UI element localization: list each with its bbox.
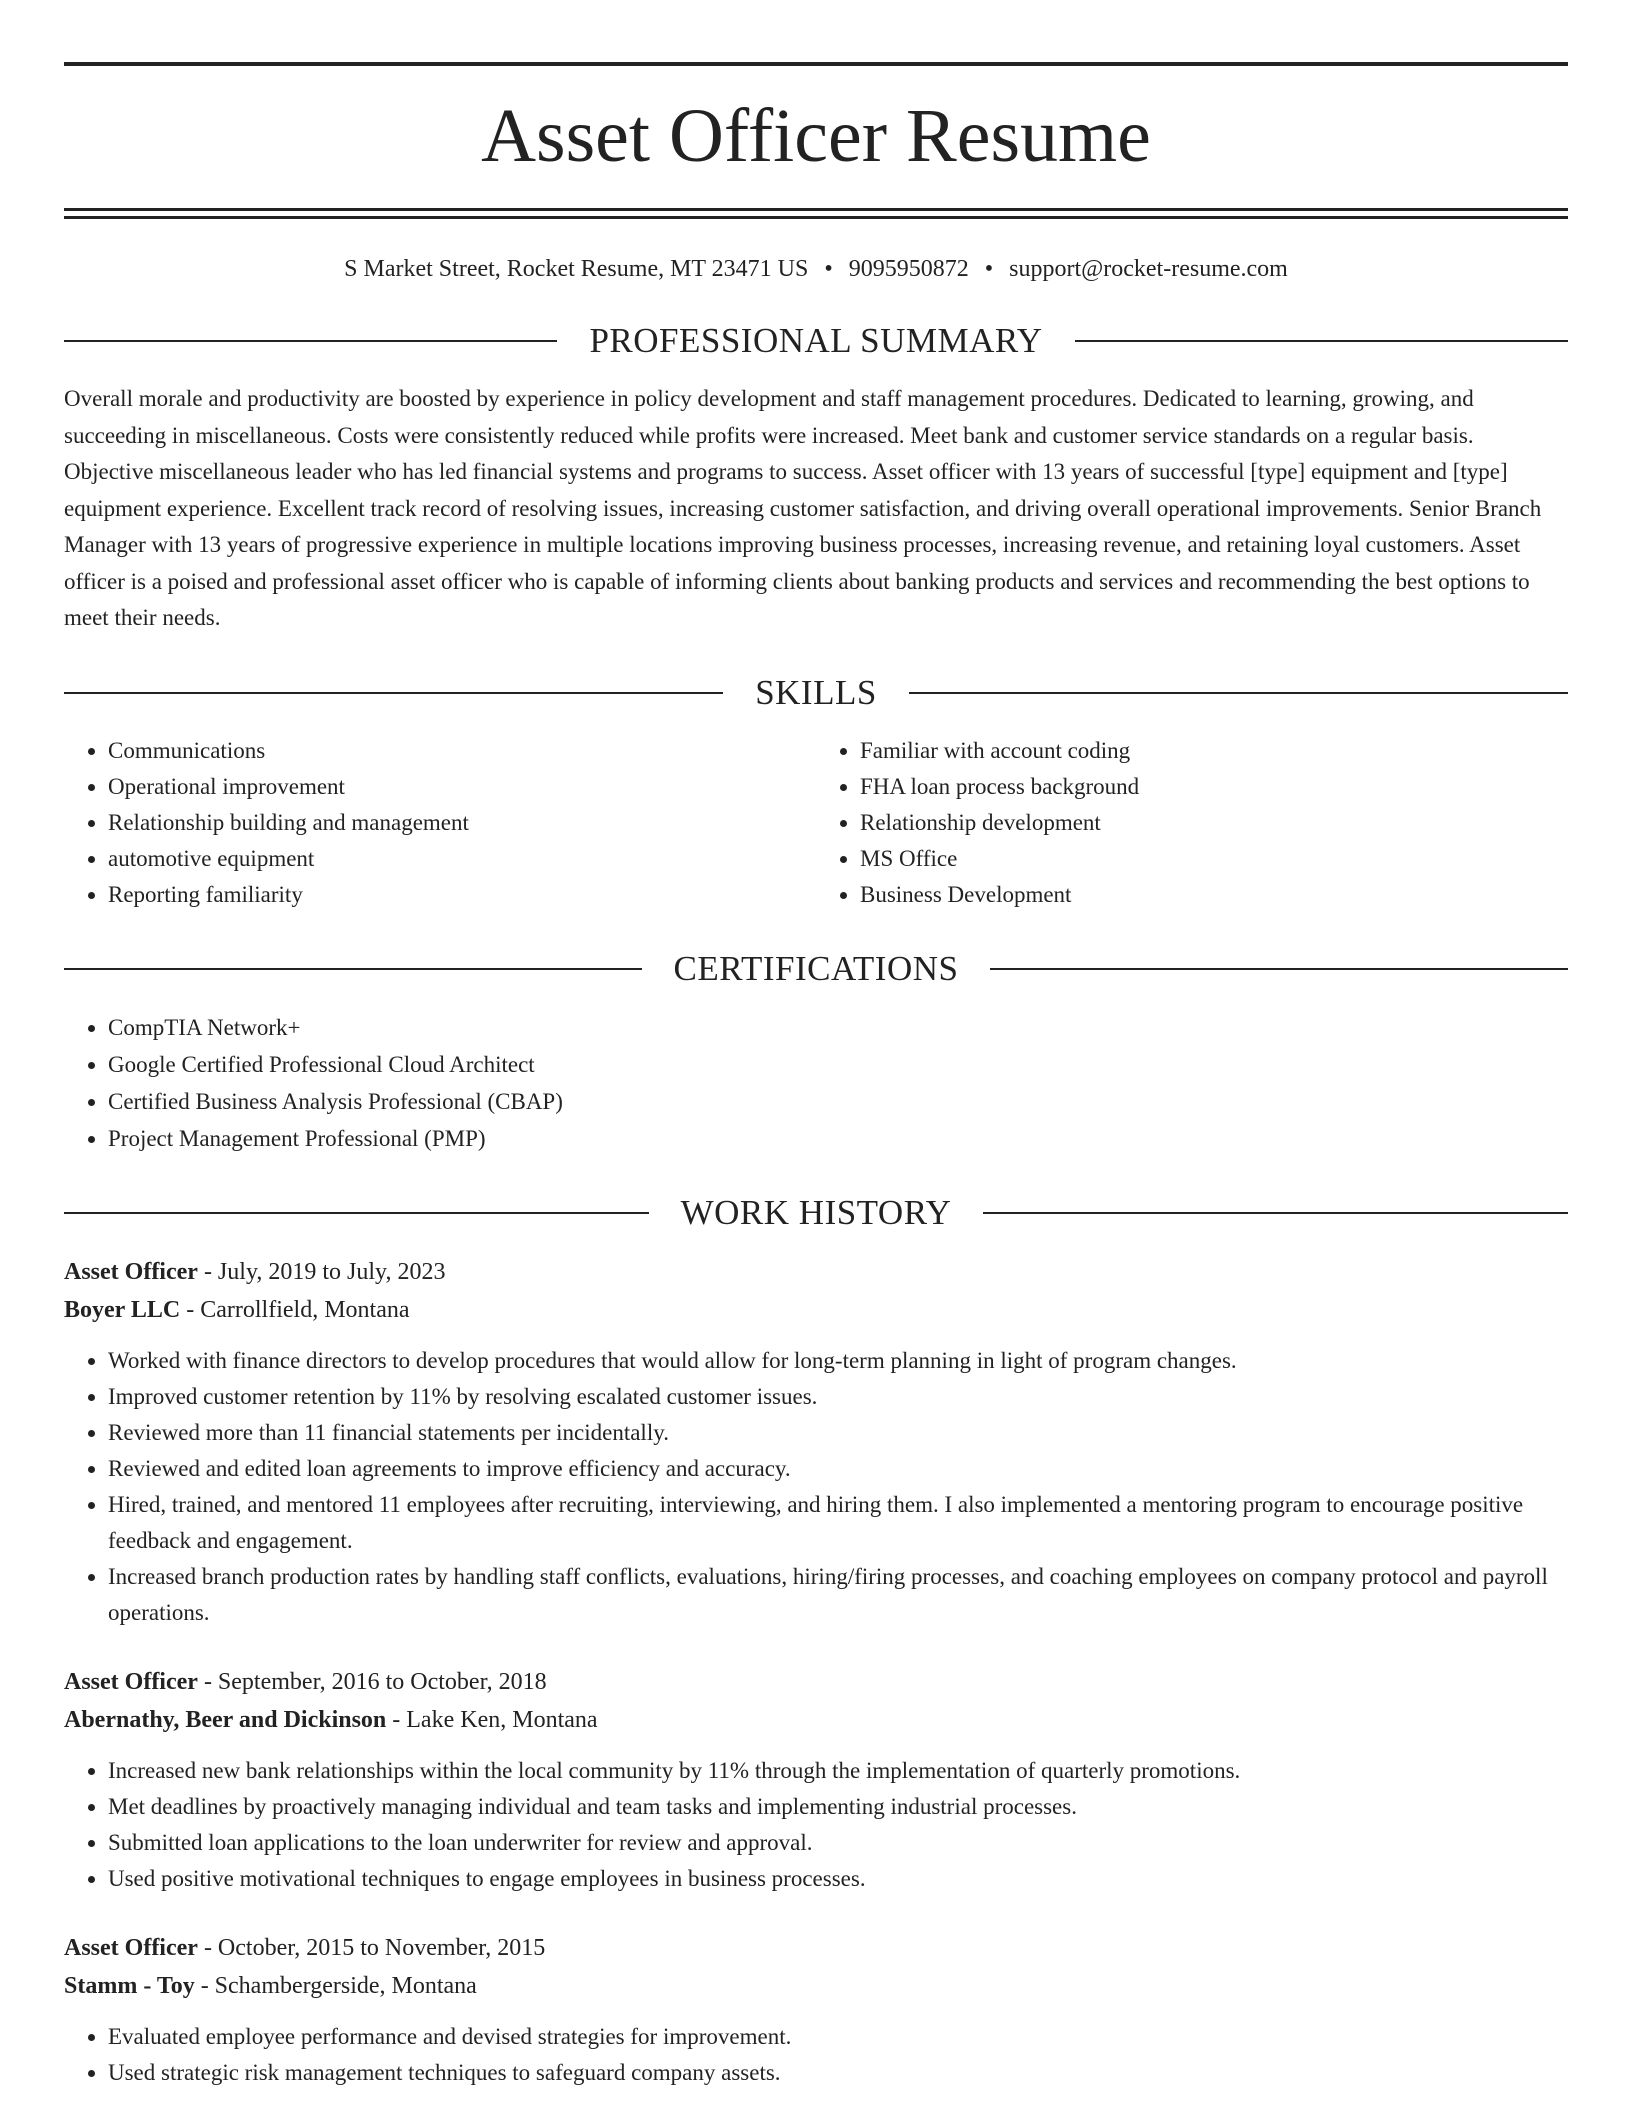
job-entry xyxy=(64,1253,1568,1631)
skill-item: • Relationship development xyxy=(860,805,1568,841)
job-bullet: • Improved customer retention by 11% by resolving escalated customer issues. xyxy=(108,1379,1568,1415)
job-dates: - September, 2016 to October, 2018 xyxy=(197,1668,547,1695)
skill-item: • FHA loan process background xyxy=(860,769,1568,805)
job-bullet: • Used positive motivational techniques to engage employees in business processes. xyxy=(108,1861,1568,1897)
divider-line xyxy=(1075,340,1568,342)
divider-line xyxy=(64,968,642,970)
summary-section-header xyxy=(64,319,1568,363)
certification-item: • Project Management Professional (PMP) xyxy=(108,1120,1568,1157)
job-bullet: • Used strategic risk management techniques to safeguard company assets. xyxy=(108,2055,1568,2091)
work-heading: WORK HISTORY xyxy=(680,1192,952,1232)
contact-separator: • xyxy=(824,256,833,282)
skill-item: • Familiar with account coding xyxy=(860,733,1568,769)
skill-item: • MS Office xyxy=(860,841,1568,877)
job-title: Asset Officer xyxy=(64,1668,198,1695)
job-title-line xyxy=(64,1253,1568,1291)
job-bullet: • Reviewed more than 11 financial statements per incidentally. xyxy=(108,1415,1568,1451)
job-bullet: • Hired, trained, and mentored 11 employees after recruiting, interviewing, and hiring them. I also implemented a mentoring program to encourage positive feedback and engagement. xyxy=(108,1487,1568,1559)
certifications-heading: CERTIFICATIONS xyxy=(673,948,959,988)
certification-item: • Google Certified Professional Cloud Architect xyxy=(108,1046,1568,1083)
job-bullet: • Increased branch production rates by handling staff conflicts, evaluations, hiring/firing processes, and coaching employees on company protocol and payroll operations. xyxy=(108,1559,1568,1631)
job-bullet: • Increased new bank relationships within the local community by 11% through the implementation of quarterly promotions. xyxy=(108,1753,1568,1789)
contact-phone: 9095950872 xyxy=(848,256,969,282)
job-title: Asset Officer xyxy=(64,1258,198,1285)
divider-line xyxy=(909,692,1568,694)
job-company: Stamm - Toy xyxy=(64,1972,195,1999)
job-bullet: • Submitted loan applications to the loan underwriter for review and approval. xyxy=(108,1825,1568,1861)
certifications-list xyxy=(64,1009,1568,1157)
skills-column-right xyxy=(816,733,1568,913)
contact-email: support@rocket-resume.com xyxy=(1009,256,1288,282)
certifications-section-header xyxy=(64,947,1568,991)
contact-line xyxy=(64,253,1568,285)
job-bullet: • Evaluated employee performance and devised strategies for improvement. xyxy=(108,2019,1568,2055)
page-title: Asset Officer Resume xyxy=(481,94,1151,178)
job-dates: - October, 2015 to November, 2015 xyxy=(197,1934,546,1961)
work-section-header xyxy=(64,1191,1568,1235)
divider-line xyxy=(983,1212,1568,1214)
divider-line xyxy=(64,1212,649,1214)
job-bullet: • Worked with finance directors to develop procedures that would allow for long-term planning in light of program changes. xyxy=(108,1343,1568,1379)
job-bullets xyxy=(64,1753,1568,1897)
job-entry xyxy=(64,1929,1568,2091)
job-dates: - July, 2019 to July, 2023 xyxy=(197,1258,446,1285)
skills-list xyxy=(64,733,1568,913)
job-bullet: • Reviewed and edited loan agreements to improve efficiency and accuracy. xyxy=(108,1451,1568,1487)
certification-item: • CompTIA Network+ xyxy=(108,1009,1568,1046)
title-double-rule xyxy=(64,208,1568,219)
skills-column-left xyxy=(64,733,816,913)
skill-item: • automotive equipment xyxy=(108,841,816,877)
skill-item: • Relationship building and management xyxy=(108,805,816,841)
job-location: - Carrollfield, Montana xyxy=(180,1296,410,1323)
divider-line xyxy=(990,968,1568,970)
job-location: - Schambergerside, Montana xyxy=(194,1972,477,1999)
job-title-line xyxy=(64,1663,1568,1701)
skill-item: • Communications xyxy=(108,733,816,769)
top-rule xyxy=(64,62,1568,66)
job-entry xyxy=(64,1663,1568,1897)
job-company-line xyxy=(64,1291,1568,1329)
summary-heading: PROFESSIONAL SUMMARY xyxy=(589,321,1043,360)
skill-item: • Reporting familiarity xyxy=(108,877,816,913)
job-company-line xyxy=(64,1701,1568,1739)
job-company: Boyer LLC xyxy=(64,1296,181,1323)
skills-heading: SKILLS xyxy=(755,672,877,712)
skill-item: • Business Development xyxy=(860,877,1568,913)
skill-item: • Operational improvement xyxy=(108,769,816,805)
job-company: Abernathy, Beer and Dickinson xyxy=(64,1706,387,1733)
job-location: - Lake Ken, Montana xyxy=(386,1706,598,1733)
contact-separator: • xyxy=(984,256,994,282)
divider-line xyxy=(64,692,723,694)
skills-section-header xyxy=(64,671,1568,715)
contact-address: S Market Street, Rocket Resume, MT 23471 US xyxy=(344,256,809,282)
job-title-line xyxy=(64,1929,1568,1967)
job-title: Asset Officer xyxy=(64,1934,198,1961)
divider-line xyxy=(64,340,557,342)
summary-text: Overall morale and productivity are boosted by experience in policy development and staff management procedures. Dedicated to learning, growing, and succeeding in miscellaneous. Costs were consistently reduced while profits were increased. Meet bank and customer service standards on a regular basis. Objective miscellaneous leader who has led financial systems and programs to success. Asset officer with 13 years of successful [type] equipment and [type] equipment experience. Excellent track record of resolving issues, increasing customer satisfaction, and driving overall operational improvements. Senior Branch Manager with 13 years of progressive experience in multiple locations improving business processes, increasing revenue, and retaining loyal customers. Asset officer is a poised and professional asset officer who is capable of informing clients about banking products and services and recommending the best options to meet their needs. xyxy=(64,386,1542,630)
job-bullets xyxy=(64,2019,1568,2091)
job-bullet: • Met deadlines by proactively managing individual and team tasks and implementing industrial processes. xyxy=(108,1789,1568,1825)
job-bullets xyxy=(64,1343,1568,1631)
certification-item: • Certified Business Analysis Professional (CBAP) xyxy=(108,1083,1568,1120)
job-company-line xyxy=(64,1967,1568,2005)
